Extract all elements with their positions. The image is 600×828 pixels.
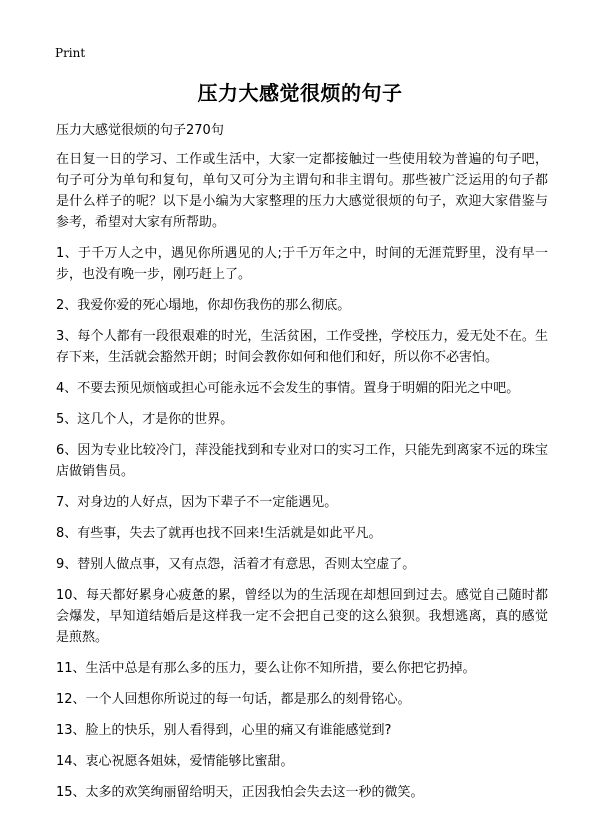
sentence-item: 3、每个人都有一段很艰难的时光，生活贫困，工作受挫，学校压力，爱无处不在。生存下来，生活就会豁然开朗；时间会教你如何和他们和好，所以你不必害怕。 — [56, 329, 548, 365]
sentence-item: 5、这几个人，才是你的世界。 — [56, 412, 234, 427]
sentence-item: 7、对身边的人好点，因为下辈子不一定能遇见。 — [56, 495, 338, 510]
sentence-item: 12、一个人回想你所说过的每一句话，都是那么的刻骨铭心。 — [56, 692, 411, 707]
sentence-item: 11、生活中总是有那么多的压力，要么让你不知所措，要么你把它扔掉。 — [56, 661, 476, 676]
sentence-item: 1、于千万人之中，遇见你所遇见的人;于千万年之中，时间的无涯荒野里，没有早一步，也没有晚一步，刚巧赶上了。 — [56, 246, 548, 282]
sentence-item: 6、因为专业比较冷门，萍没能找到和专业对口的实习工作，只能先到离家不远的珠宝店做销售员。 — [56, 443, 548, 479]
article-body — [56, 120, 548, 813]
sentence-item: 13、脸上的快乐，别人看得到，心里的痛又有谁能感觉到? — [56, 723, 392, 738]
page-title: 压力大感觉很烦的句子 — [197, 81, 403, 105]
sentence-item: 14、衷心祝愿各姐妹，爱情能够比蜜甜。 — [56, 754, 294, 769]
sentence-item: 8、有些事，失去了就再也找不回来!生活就是如此平凡。 — [56, 526, 382, 541]
sentence-item: 15、太多的欢笑绚丽留给明天，正因我怕会失去这一秒的微笑。 — [56, 785, 424, 800]
article-subtitle: 压力大感觉很烦的句子270句 — [56, 123, 224, 138]
sentence-item: 2、我爱你爱的死心塌地，你却伤我伤的那么彻底。 — [56, 298, 351, 313]
intro-paragraph: 在日复一日的学习、工作或生活中，大家一定都接触过一些使用较为普遍的句子吧，句子可分为单句和复句，单句又可分为主谓句和非主谓句。那些被广泛运用的句子都是什么样子的呢？以下是小编为大家整理的压力大感觉很烦的句子，欢迎大家借鉴与参考，希望对大家有所帮助。 — [56, 152, 548, 230]
sentence-item: 4、不要去预见烦恼或担心可能永远不会发生的事情。置身于明媚的阳光之中吧。 — [56, 381, 520, 396]
sentence-item: 10、每天都好累身心疲惫的累，曾经以为的生活现在却想回到过去。感觉自己随时都会爆发，早知道结婚后是这样我一定不会把自己变的这么狼狈。我想逃离，真的感觉是煎熬。 — [56, 588, 548, 645]
print-link[interactable]: Print — [55, 46, 86, 60]
sentence-item: 9、替别人做点事，又有点怨，活着才有意思，否则太空虚了。 — [56, 557, 416, 572]
